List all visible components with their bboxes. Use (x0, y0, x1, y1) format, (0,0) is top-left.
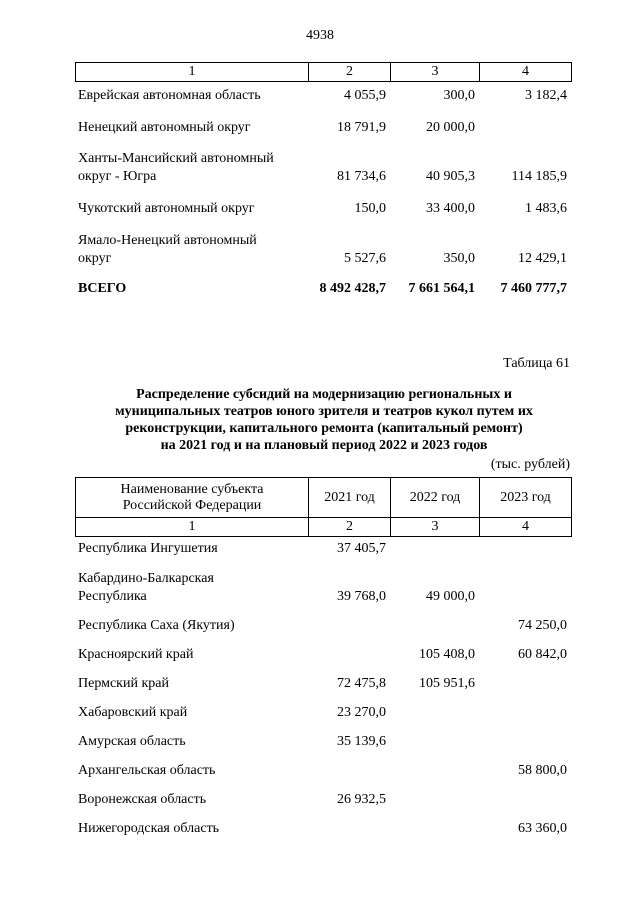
table-row (75, 200, 572, 218)
value-2022: 105 408,0 (419, 647, 475, 662)
table1-header-col2: 2 (308, 63, 390, 81)
value-2021: 5 527,6 (344, 251, 386, 266)
value-2021: 81 734,6 (337, 169, 386, 184)
header-2021: 2021 год (308, 478, 390, 517)
table-row (75, 675, 572, 693)
region-name: Ненецкий автономный округ (78, 120, 251, 135)
region-name: Красноярский край (78, 647, 194, 662)
header-2022: 2022 год (390, 478, 479, 517)
table1-header-col4: 4 (479, 63, 571, 81)
value-2021: 26 932,5 (337, 792, 386, 807)
col-number-2: 2 (308, 518, 390, 536)
table1-header-row (75, 62, 572, 82)
region-name: Воронежская область (78, 792, 207, 807)
region-name: Пермский край (78, 676, 169, 691)
table2-number-row (76, 518, 571, 536)
value-2023: 114 185,9 (511, 169, 567, 184)
value-2022: 49 000,0 (426, 589, 475, 604)
table-row (75, 646, 572, 664)
page-number: 4938 (306, 28, 334, 43)
col-number-3: 3 (390, 518, 479, 536)
value-2021: 35 139,6 (337, 734, 386, 749)
region-name (75, 150, 307, 186)
header-region-name-line1: Наименование субъекта (120, 481, 264, 497)
value-2021: 18 791,9 (337, 120, 386, 135)
region-name-line1: Ханты-Мансийский автономный (78, 151, 274, 166)
value-2022: 20 000,0 (426, 120, 475, 135)
table-title-line: муниципальных театров юного зрителя и театров кукол путем их (115, 404, 533, 419)
region-name: Еврейская автономная область (78, 88, 261, 103)
table1-header-col1: 1 (188, 64, 196, 79)
table-title (90, 386, 558, 454)
units-label: (тыс. рублей) (490, 457, 570, 472)
region-name-line1: Ямало-Ненецкий автономный (78, 233, 257, 248)
value-2023: 60 842,0 (518, 647, 567, 662)
table-title-line: реконструкции, капитального ремонта (капитальный ремонт) (125, 421, 523, 436)
value-2022: 33 400,0 (426, 201, 475, 216)
col-number-4: 4 (479, 518, 571, 536)
total-row (75, 280, 572, 298)
table-row (75, 87, 572, 105)
header-region-name-line2: Российской Федерации (122, 497, 262, 513)
region-name-line2: Республика (78, 589, 147, 604)
value-2021: 37 405,7 (337, 541, 386, 556)
region-name: Республика Ингушетия (78, 541, 218, 556)
table2-header-row (76, 478, 571, 518)
total-2022: 7 661 564,1 (408, 281, 475, 296)
table-row (75, 150, 572, 186)
table-row (75, 617, 572, 635)
value-2023: 12 429,1 (518, 251, 567, 266)
value-2023: 74 250,0 (518, 618, 567, 633)
header-region-name (76, 478, 308, 517)
region-name (75, 232, 307, 268)
total-2021: 8 492 428,7 (319, 281, 386, 296)
region-name: Хабаровский край (78, 705, 188, 720)
table-row (75, 791, 572, 809)
table-row (75, 119, 572, 137)
header-2023: 2023 год (479, 478, 571, 517)
table-row (75, 733, 572, 751)
region-name-line2: округ (78, 251, 112, 266)
table1-header-col3: 3 (390, 63, 479, 81)
value-2023: 1 483,6 (525, 201, 567, 216)
table-row (75, 762, 572, 780)
value-2023: 63 360,0 (518, 821, 567, 836)
table-row (75, 540, 572, 558)
region-name: Республика Саха (Якутия) (78, 618, 235, 633)
value-2021: 39 768,0 (337, 589, 386, 604)
total-2023: 7 460 777,7 (500, 281, 567, 296)
value-2022: 105 951,6 (419, 676, 475, 691)
table2-header (75, 477, 572, 537)
region-name (75, 570, 307, 606)
value-2023: 58 800,0 (518, 763, 567, 778)
table-row (75, 570, 572, 606)
table-row (75, 820, 572, 838)
region-name-line2: округ - Югра (78, 169, 157, 184)
col-number-1: 1 (188, 519, 196, 534)
table-label: Таблица 61 (503, 356, 570, 371)
region-name-line1: Кабардино-Балкарская (78, 571, 214, 586)
table-row (75, 232, 572, 268)
table-title-line: на 2021 год и на плановый период 2022 и 2023 годов (160, 438, 488, 453)
value-2022: 40 905,3 (426, 169, 475, 184)
table-row (75, 704, 572, 722)
total-label: ВСЕГО (78, 281, 127, 296)
region-name: Архангельская область (78, 763, 216, 778)
value-2021: 4 055,9 (344, 88, 386, 103)
region-name: Чукотский автономный округ (78, 201, 255, 216)
value-2021: 72 475,8 (337, 676, 386, 691)
region-name: Нижегородская область (78, 821, 220, 836)
table1 (75, 62, 572, 82)
value-2022: 300,0 (443, 88, 475, 103)
value-2022: 350,0 (443, 251, 475, 266)
value-2021: 23 270,0 (337, 705, 386, 720)
region-name: Амурская область (78, 734, 186, 749)
value-2021: 150,0 (354, 201, 386, 216)
value-2023: 3 182,4 (525, 88, 567, 103)
table-title-line: Распределение субсидий на модернизацию региональных и (136, 387, 512, 402)
